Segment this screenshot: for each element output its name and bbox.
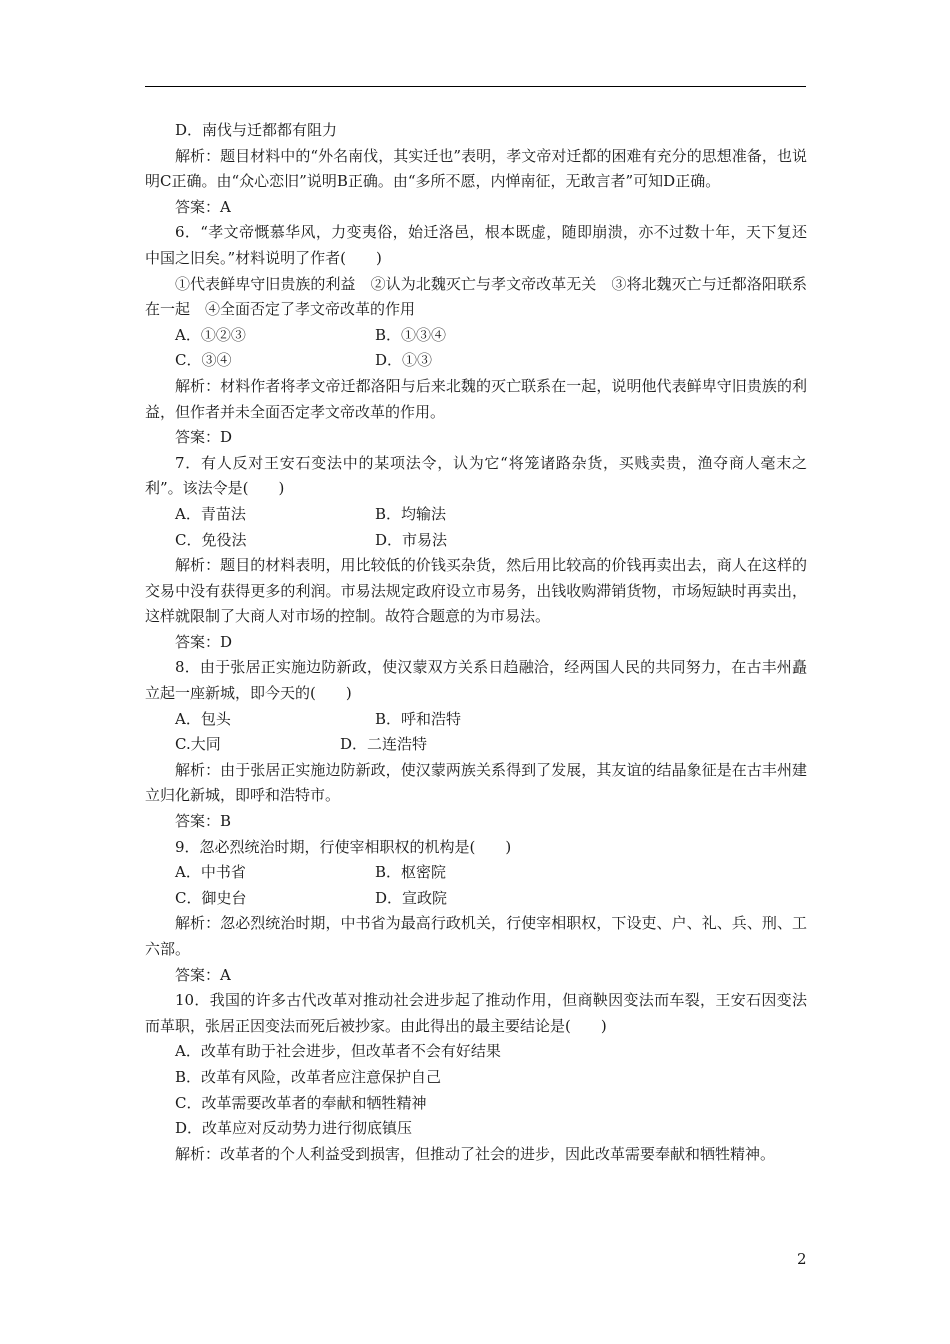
- option-right: B．均输法: [375, 504, 447, 523]
- option-left: A．包头: [175, 709, 231, 728]
- option-left: C．③④: [175, 351, 232, 370]
- paragraph: 解析：材料作者将孝文帝迁都洛阳与后来北魏的灭亡联系在一起，说明他代表鲜卑守旧贵族的利益，但作者并未全面否定孝文帝改革的作用。: [145, 376, 807, 421]
- paragraph: D．改革应对反动势力进行彻底镇压: [175, 1119, 413, 1138]
- option-row: [145, 348, 807, 374]
- option-row: [145, 707, 807, 733]
- page-number: 2: [797, 1250, 807, 1268]
- option-row: [145, 860, 807, 886]
- option-right: B．①③④: [375, 325, 447, 344]
- paragraph: 答案：B: [175, 812, 232, 831]
- option-right: B．呼和浩特: [375, 709, 462, 728]
- paragraph: B．改革有风险，改革者应注意保护自己: [175, 1067, 442, 1086]
- option-left: C．御史台: [175, 888, 247, 907]
- paragraph: C．改革需要改革者的奉献和牺牲精神: [175, 1093, 427, 1112]
- paragraph: 8．由于张居正实施边防新政，使汉蒙双方关系日趋融洽，经两国人民的共同努力，在古丰州矗立起一座新城，即今天的( ): [145, 658, 807, 703]
- paragraph: 答案：A: [175, 965, 231, 984]
- option-row: [145, 886, 807, 912]
- paragraph: A．改革有助于社会进步，但改革者不会有好结果: [175, 1042, 501, 1061]
- option-left: C.大同: [175, 735, 221, 754]
- header-rule: [145, 86, 806, 87]
- paragraph: 10．我国的许多古代改革对推动社会进步起了推动作用，但商鞅因变法而车裂，王安石因变法而革职，张居正因变法而死后被抄家。由此得出的最主要结论是( ): [145, 991, 807, 1035]
- option-left: A．①②③: [175, 325, 246, 344]
- option-left: C．免役法: [175, 530, 247, 549]
- option-right: D．市易法: [375, 530, 448, 549]
- option-row: [145, 528, 807, 554]
- option-row: [145, 323, 807, 349]
- option-row: [145, 732, 807, 758]
- option-right: D．宣政院: [375, 888, 448, 907]
- option-right: B．枢密院: [375, 863, 447, 882]
- document-body: [145, 118, 807, 1167]
- paragraph: 答案：D: [175, 632, 233, 651]
- paragraph: 答案：A: [175, 197, 231, 216]
- paragraph: 9．忽必烈统治时期，行使宰相职权的机构是( ): [175, 837, 512, 856]
- paragraph: 解析：由于张居正实施边防新政，使汉蒙两族关系得到了发展，其友谊的结晶象征是在古丰州建立归化新城，即呼和浩特市。: [145, 760, 807, 805]
- paragraph: 6．“孝文帝慨慕华风，力变夷俗，始迁洛邑，根本既虚，随即崩溃，亦不过数十年，天下复还中国之旧矣。”材料说明了作者( ): [145, 223, 807, 267]
- option-row: [145, 502, 807, 528]
- paragraph: 解析：题目的材料表明，用比较低的价钱买杂货，然后用比较高的价钱再卖出去，商人在这样的交易中没有获得更多的利润。市易法规定政府设立市易务，出钱收购滞销货物，市场短缺时再卖出，这样就限制了大商人对市场的控制。故符合题意的为市易法。: [145, 556, 807, 626]
- option-right: D．二连浩特: [340, 735, 428, 754]
- option-left: A．中书省: [175, 863, 246, 882]
- option-left: A．青苗法: [175, 504, 246, 523]
- paragraph: D．南伐与迁都都有阻力: [175, 121, 338, 139]
- paragraph: 解析：题目材料中的“外名南伐，其实迁也”表明，孝文帝对迁都的困难有充分的思想准备，也说明C正确。由“众心恋旧”说明B正确。由“多所不愿，内惮南征，无敢言者”可知D正确。: [145, 146, 807, 191]
- paragraph: 7．有人反对王安石变法中的某项法令，认为它“将笼诸路杂货，买贱卖贵，渔夺商人毫末之利”。该法令是( ): [145, 453, 807, 498]
- paragraph: 解析：忽必烈统治时期，中书省为最高行政机关，行使宰相职权，下设吏、户、礼、兵、刑、工六部。: [145, 914, 807, 958]
- paragraph: 答案：D: [175, 428, 233, 447]
- paragraph: 解析：改革者的个人利益受到损害，但推动了社会的进步，因此改革需要奉献和牺牲精神。: [175, 1144, 776, 1163]
- paragraph: ①代表鲜卑守旧贵族的利益 ②认为北魏灭亡与孝文帝改革无关 ③将北魏灭亡与迁都洛阳联系在一起 ④全面否定了孝文帝改革的作用: [145, 274, 807, 319]
- option-right: D．①③: [375, 351, 433, 370]
